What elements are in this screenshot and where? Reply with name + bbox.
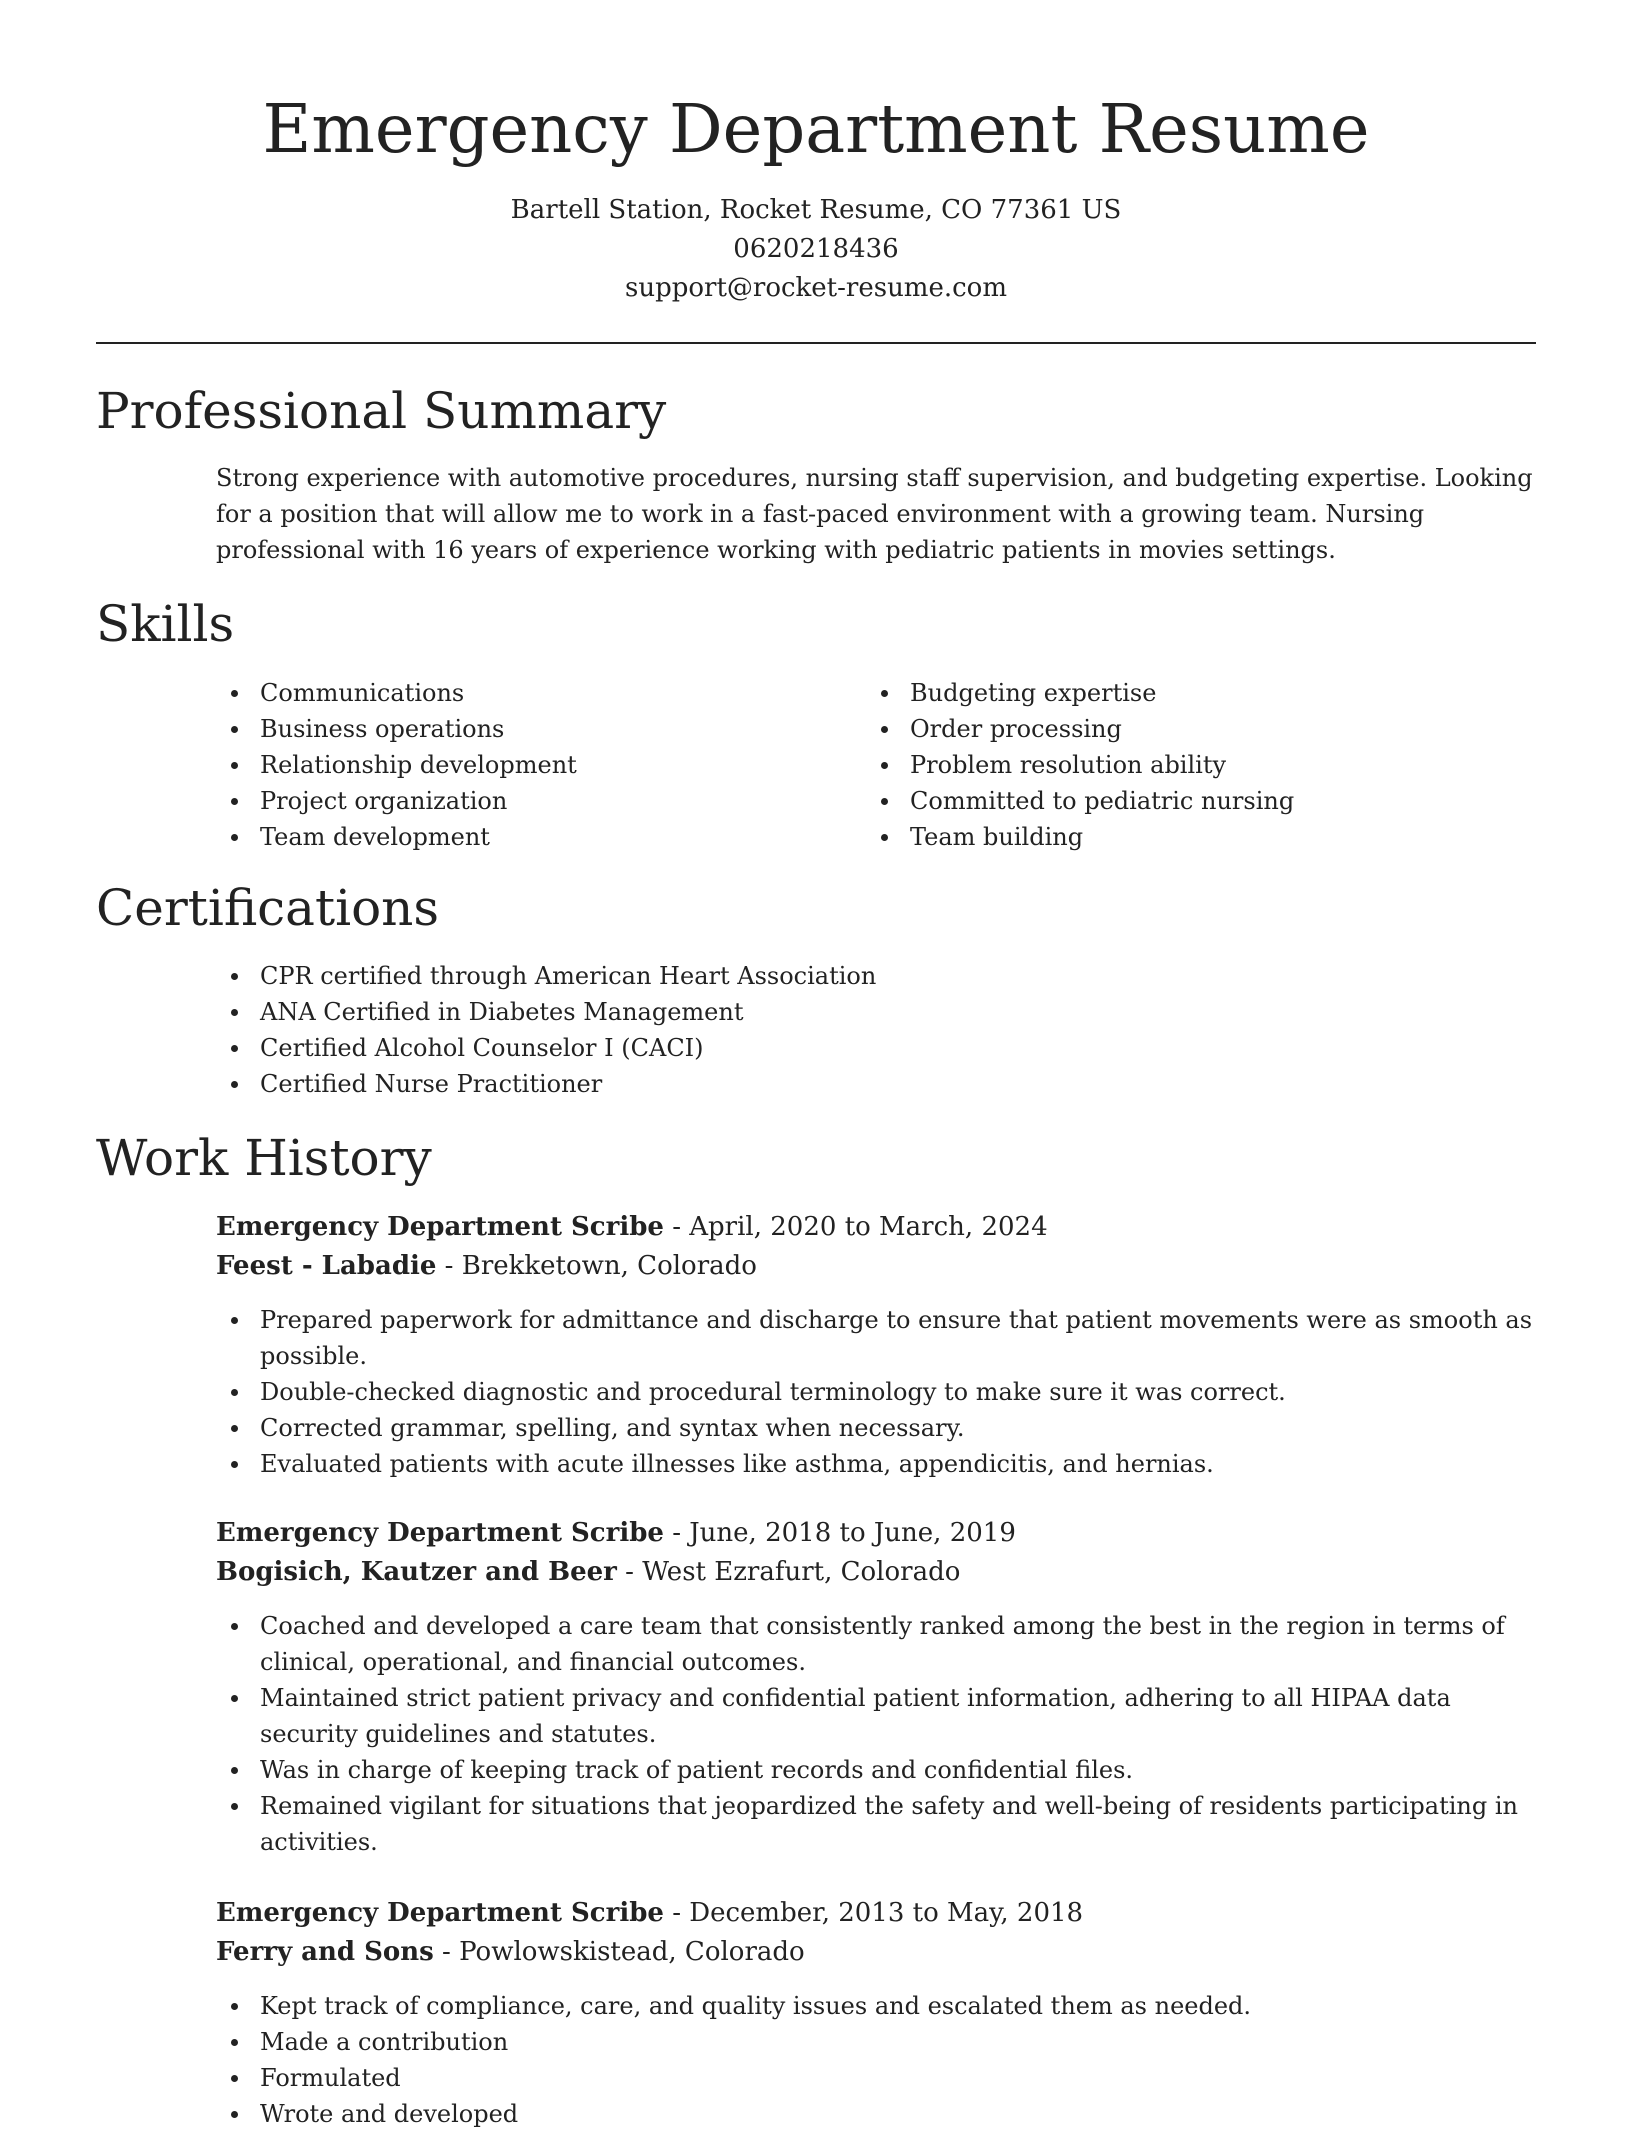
- skill-item: Relationship development: [216, 747, 866, 783]
- contact-info: [0, 191, 1632, 308]
- certification-item: Certified Alcohol Counselor I (CACI): [216, 1030, 1536, 1066]
- job-location: - Brekketown, Colorado: [436, 1251, 757, 1281]
- job-role: Emergency Department Scribe: [216, 1518, 664, 1548]
- skills-list: [216, 675, 1536, 855]
- job-bullet: Formulated: [216, 2060, 1536, 2096]
- job-bullet: Evaluated patients with acute illnesses like asthma, appendicitis, and hernias.: [216, 1446, 1536, 1482]
- job-bullet: Maintained strict patient privacy and confidential patient information, adhering to all HIPAA data security guidelines and statutes.: [216, 1680, 1536, 1752]
- job-entry: [216, 1514, 1536, 1592]
- job-bullet: Coached and developed a care team that consistently ranked among the best in the region in terms of clinical, operational, and financial outcomes.: [216, 1608, 1536, 1680]
- skill-item: Committed to pediatric nursing: [866, 783, 1516, 819]
- job-company: Ferry and Sons: [216, 1937, 434, 1967]
- job-role: Emergency Department Scribe: [216, 1898, 664, 1928]
- certification-item: Certified Nurse Practitioner: [216, 1066, 1536, 1102]
- job-entry: [216, 1208, 1536, 1286]
- job-bullet: Remained vigilant for situations that jeopardized the safety and well-being of residents participating in activities.: [216, 1788, 1536, 1860]
- resume-header: [0, 0, 1632, 308]
- job-bullet: Kept track of compliance, care, and quality issues and escalated them as needed.: [216, 1988, 1536, 2024]
- summary-text: Strong experience with automotive procedures, nursing staff supervision, and budgeting expertise. Looking for a position that will allow me to work in a fast-paced environment with a growing team. Nursing professional with 16 years of experience working with pediatric patients in movies settings.: [216, 464, 1533, 564]
- job-company-line: [216, 1247, 1536, 1286]
- job-dates: - June, 2018 to June, 2019: [663, 1518, 1016, 1548]
- job-bullet: Prepared paperwork for admittance and discharge to ensure that patient movements were as smooth as possible.: [216, 1302, 1536, 1374]
- summary-heading: Professional Summary: [96, 382, 667, 440]
- job-title-line: [216, 1894, 1536, 1933]
- job-title-line: [216, 1208, 1536, 1247]
- skill-item: Communications: [216, 675, 866, 711]
- job-dates: - April, 2020 to March, 2024: [663, 1212, 1048, 1242]
- job-bullets: [216, 1302, 1536, 1482]
- skill-item: Team development: [216, 819, 866, 855]
- contact-phone: 0620218436: [733, 234, 899, 264]
- job-location: - West Ezrafurt, Colorado: [616, 1557, 961, 1587]
- skill-item: Budgeting expertise: [866, 675, 1516, 711]
- job-dates: - December, 2013 to May, 2018: [663, 1898, 1084, 1928]
- skill-item: Order processing: [866, 711, 1516, 747]
- skill-item: Project organization: [216, 783, 866, 819]
- skills-column-right: [866, 675, 1516, 855]
- certifications-heading: Certifications: [96, 879, 440, 937]
- header-divider: [96, 342, 1536, 344]
- job-bullet: Wrote and developed: [216, 2096, 1536, 2132]
- job-bullet: Corrected grammar, spelling, and syntax when necessary.: [216, 1410, 1536, 1446]
- contact-address: Bartell Station, Rocket Resume, CO 77361 US: [510, 195, 1122, 225]
- job-company-line: [216, 1933, 1536, 1972]
- skill-item: Problem resolution ability: [866, 747, 1516, 783]
- job-title-line: [216, 1514, 1536, 1553]
- certifications-list: [216, 958, 1536, 1102]
- certification-item: CPR certified through American Heart Association: [216, 958, 1536, 994]
- skills-heading: Skills: [96, 595, 235, 653]
- skills-column-left: [216, 675, 866, 855]
- job-bullet: Made a contribution: [216, 2024, 1536, 2060]
- skill-item: Team building: [866, 819, 1516, 855]
- job-company-line: [216, 1553, 1536, 1592]
- job-location: - Powlowskistead, Colorado: [433, 1937, 805, 1967]
- work-history-heading: Work History: [96, 1129, 432, 1187]
- skill-item: Business operations: [216, 711, 866, 747]
- contact-email: support@rocket-resume.com: [624, 273, 1007, 303]
- job-company: Feest - Labadie: [216, 1251, 437, 1281]
- page-title: Emergency Department Resume: [262, 90, 1370, 168]
- job-entry: [216, 1894, 1536, 1972]
- job-bullet: Double-checked diagnostic and procedural terminology to make sure it was correct.: [216, 1374, 1536, 1410]
- job-company: Bogisich, Kautzer and Beer: [216, 1557, 617, 1587]
- job-bullet: Was in charge of keeping track of patient records and confidential files.: [216, 1752, 1536, 1788]
- job-role: Emergency Department Scribe: [216, 1212, 664, 1242]
- job-bullets: [216, 1608, 1536, 1860]
- job-bullets: [216, 1988, 1536, 2132]
- certification-item: ANA Certified in Diabetes Management: [216, 994, 1536, 1030]
